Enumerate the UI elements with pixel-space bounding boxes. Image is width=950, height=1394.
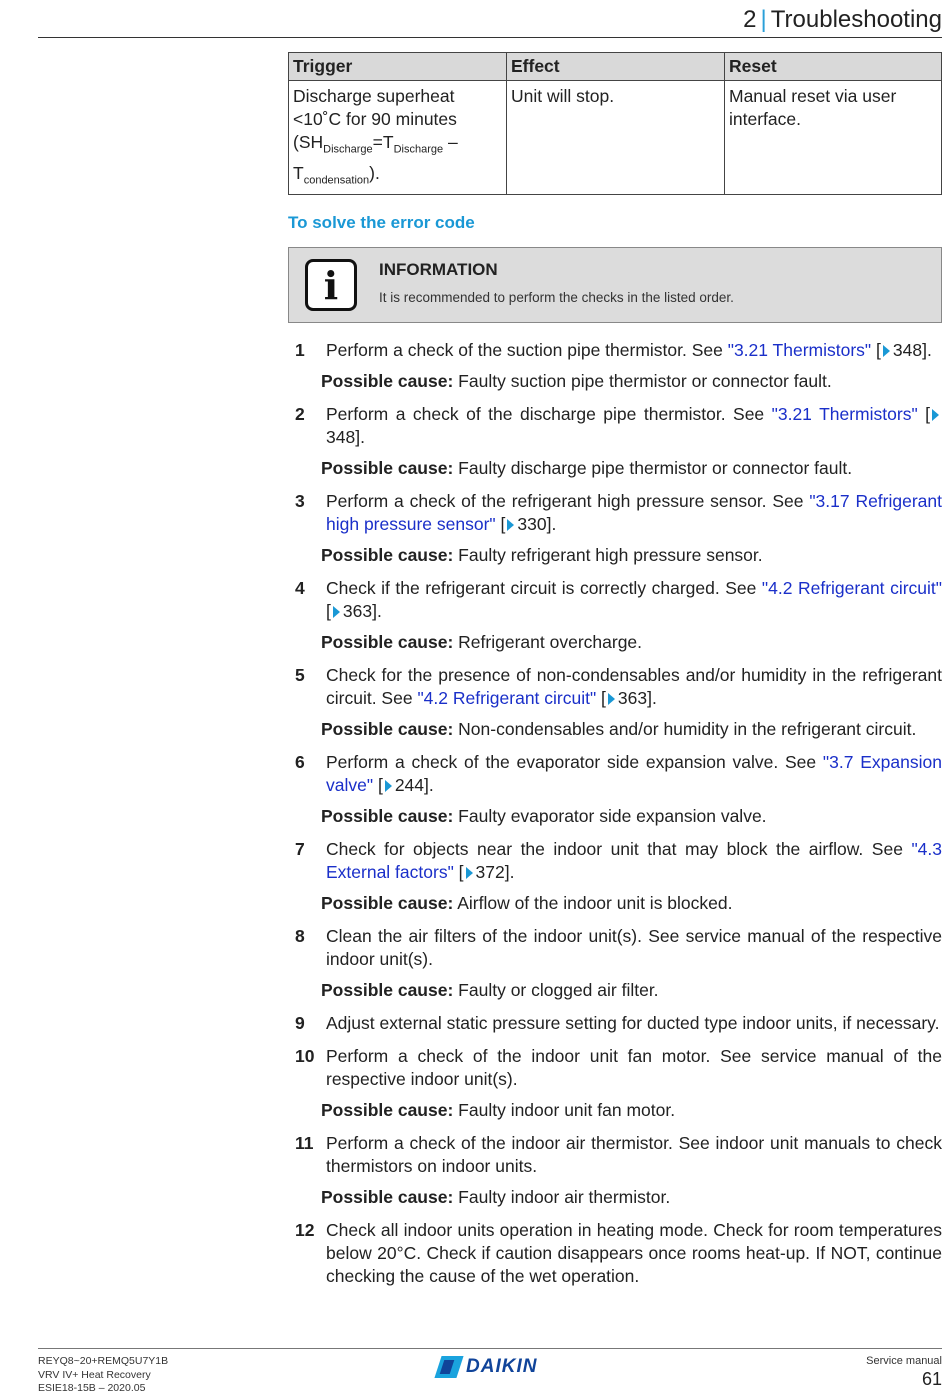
possible-cause [321,370,942,393]
step-instruction: Perform a check of the discharge pipe thermistor. See [326,404,772,424]
step-instruction: Clean the air filters of the indoor unit(s). See service manual of the respective indoor unit(s). [326,926,942,969]
possible-cause-text: Faulty indoor air thermistor. [458,1187,671,1207]
page-arrow-icon[interactable] [883,345,890,357]
page-arrow-icon[interactable] [932,409,939,421]
bracket-open: [ [373,775,383,795]
information-icon: i [305,259,357,311]
footer-page-info [866,1355,942,1390]
trigger-t: T [293,162,304,183]
trigger-line2: <10˚C for 90 minutes [293,109,457,129]
possible-cause [321,457,942,480]
daikin-logo [438,1355,537,1379]
page-arrow-icon[interactable] [507,519,514,531]
page-number: 61 [921,1369,942,1389]
possible-cause-text: Faulty evaporator side expansion valve. [458,806,767,826]
possible-cause [321,892,942,915]
footer-manual-label: Service manual [866,1355,942,1367]
step-text [326,664,942,710]
step-text [326,1012,942,1035]
list-item [288,339,942,393]
possible-cause-label: Possible cause: [321,980,454,1000]
step-instruction: Adjust external static pressure setting for ducted type indoor units, if necessary. [326,1013,940,1033]
possible-cause-label: Possible cause: [321,806,454,826]
list-item [288,654,942,741]
step-number: 6 [295,752,305,772]
list-item [288,1035,942,1122]
trigger-line1: Discharge superheat [293,86,455,106]
bracket-close: ]. [922,340,932,360]
bracket-close: ]. [546,514,557,534]
page-reference[interactable]: 348 [892,340,923,360]
page-reference[interactable]: 244 [394,775,425,795]
daikin-logo-text: DAIKIN [466,1356,538,1377]
step-number: 8 [295,926,305,946]
footer-product: VRV IV+ Heat Recovery [38,1368,151,1381]
check-step [288,664,942,710]
possible-cause-label: Possible cause: [321,371,454,391]
possible-cause-text: Non-condensables and/or humidity in the refrigerant circuit. [458,719,917,739]
chapter-name: Troubleshooting [770,6,942,33]
cross-reference-link[interactable]: "3.7 Expansion valve" [326,752,942,795]
page-reference[interactable]: 330 [517,514,547,534]
step-instruction: Check for the presence of non-condensables and/or humidity in the refrigerant circuit. See [326,665,942,708]
page-header [38,0,942,38]
page-reference[interactable]: 363 [342,601,373,621]
check-step [288,838,942,884]
bracket-open: [ [495,514,506,534]
possible-cause-text: Airflow of the indoor unit is blocked. [457,893,733,913]
check-step [288,1219,942,1288]
main-content [288,52,942,1288]
check-step [288,1012,942,1035]
step-instruction: Check if the refrigerant circuit is correctly charged. See [326,578,762,598]
reset-cell: Manual reset via user interface. [725,81,942,195]
trigger-table [288,52,942,195]
cross-reference-link[interactable]: "3.21 Thermistors" [771,404,918,424]
step-number: 9 [295,1013,305,1033]
step-number: 3 [295,491,305,511]
step-instruction: Perform a check of the evaporator side expansion valve. See [326,752,823,772]
check-step [288,339,942,362]
step-text [326,577,942,623]
trigger-dash: – [443,132,458,152]
possible-cause-label: Possible cause: [321,1100,454,1120]
bracket-close: ]. [424,775,434,795]
table-header-reset: Reset [725,53,942,81]
subscript-discharge: Discharge [323,143,373,156]
page-reference[interactable]: 372 [475,862,505,882]
possible-cause [321,718,942,741]
chapter-title [743,6,942,34]
possible-cause-text: Faulty or clogged air filter. [458,980,659,1000]
possible-cause-text: Refrigerant overcharge. [458,632,643,652]
information-title: INFORMATION [379,260,498,279]
page-reference[interactable]: 348 [326,427,356,447]
footer-model: REYQ8~20+REMQ5U7Y1B [38,1355,169,1367]
check-step [288,490,942,536]
checks-list [288,339,942,1288]
step-instruction: Perform a check of the indoor unit fan motor. See service manual of the respective indoor unit(s). [326,1046,942,1089]
step-instruction: Perform a check of the suction pipe thermistor. See [326,340,728,360]
step-number: 2 [295,404,305,424]
subscript-discharge-2: Discharge [393,143,444,156]
step-text [326,403,942,449]
solve-heading: To solve the error code [288,213,475,232]
step-number: 11 [295,1133,314,1153]
page-footer [38,1348,942,1394]
check-step [288,751,942,797]
step-number: 1 [295,340,305,360]
step-text [326,838,942,884]
possible-cause [321,979,942,1002]
step-text [326,1219,942,1288]
step-text [326,751,942,797]
bracket-close: ]. [355,427,365,447]
cross-reference-link[interactable]: "3.21 Thermistors" [727,340,872,360]
footer-doc-info [38,1355,168,1394]
information-box [288,247,942,323]
list-item [288,393,942,480]
bracket-open: [ [453,862,464,882]
step-number: 12 [295,1220,315,1240]
footer-doc-number: ESIE18-15B – 2020.05 [38,1382,146,1394]
header-separator: | [760,6,767,33]
list-item [288,741,942,828]
bracket-close: ]. [372,601,382,621]
page-arrow-icon[interactable] [385,780,392,792]
list-item [288,828,942,915]
table-header-row [289,53,942,81]
bracket-open: [ [326,601,331,621]
possible-cause-text: Faulty discharge pipe thermistor or connector fault. [458,458,853,478]
information-text: It is recommended to perform the checks in the listed order. [379,290,734,305]
bracket-close: ]. [504,862,515,882]
page-arrow-icon[interactable] [608,693,615,705]
check-step [288,577,942,623]
step-text [326,339,942,362]
trigger-eq: =T [372,132,394,152]
bracket-open: [ [871,340,881,360]
step-text [326,925,942,971]
possible-cause [321,1186,942,1209]
chapter-number: 2 [743,6,757,33]
step-text [326,490,942,536]
daikin-logo-icon [434,1356,463,1378]
effect-cell: Unit will stop. [507,81,725,195]
table-header-effect: Effect [507,53,725,81]
step-number: 7 [295,839,305,859]
check-step [288,403,942,449]
possible-cause [321,805,942,828]
cross-reference-link[interactable]: "4.3 External factors" [326,839,942,882]
list-item [288,480,942,567]
step-text [326,1045,942,1091]
step-number: 5 [295,665,305,685]
cross-reference-link[interactable]: "4.2 Refrigerant circuit" [417,688,597,708]
cross-reference-link[interactable]: "4.2 Refrigerant circuit" [761,578,942,598]
list-item [288,915,942,1002]
possible-cause-text: Faulty indoor unit fan motor. [458,1100,676,1120]
step-instruction: Perform a check of the indoor air thermistor. See indoor unit manuals to check thermistors on indoor units. [326,1133,942,1176]
step-instruction: Perform a check of the refrigerant high pressure sensor. See [326,491,810,511]
possible-cause-label: Possible cause: [321,1187,454,1207]
step-text [326,1132,942,1178]
possible-cause [321,631,942,654]
check-step [288,1045,942,1091]
step-number: 4 [295,578,305,598]
page-arrow-icon[interactable] [466,867,473,879]
trigger-cell [289,81,507,195]
list-item [288,1209,942,1288]
possible-cause-text: Faulty suction pipe thermistor or connector fault. [458,371,832,391]
bracket-open: [ [596,688,606,708]
possible-cause-label: Possible cause: [321,632,454,652]
possible-cause-label: Possible cause: [321,545,454,565]
step-number: 10 [295,1046,315,1066]
possible-cause-label: Possible cause: [321,893,454,913]
possible-cause [321,1099,942,1122]
bracket-open: [ [917,404,930,424]
list-item [288,1122,942,1209]
bracket-close: ]. [647,688,657,708]
page-reference[interactable]: 363 [617,688,648,708]
possible-cause-label: Possible cause: [321,719,454,739]
table-header-trigger: Trigger [289,53,507,81]
possible-cause-label: Possible cause: [321,458,454,478]
list-item [288,1002,942,1035]
table-row [289,81,942,195]
subscript-condensation: condensation [303,174,370,186]
trigger-end: ). [369,162,380,183]
step-instruction: Check for objects near the indoor unit that may block the airflow. See [326,839,912,859]
list-item [288,567,942,654]
step-instruction: Check all indoor units operation in heating mode. Check for room temperatures below 20°C. Check if caution disappears once rooms heat-up. If NOT, continue checking the cause of the wet operation. [326,1220,942,1286]
possible-cause-text: Faulty refrigerant high pressure sensor. [458,545,763,565]
possible-cause [321,544,942,567]
cross-reference-link[interactable]: "3.17 Refrigerant high pressure sensor" [326,491,943,534]
check-step [288,1132,942,1178]
trigger-sh: (SH [293,132,324,152]
page-arrow-icon[interactable] [333,606,340,618]
check-step [288,925,942,971]
